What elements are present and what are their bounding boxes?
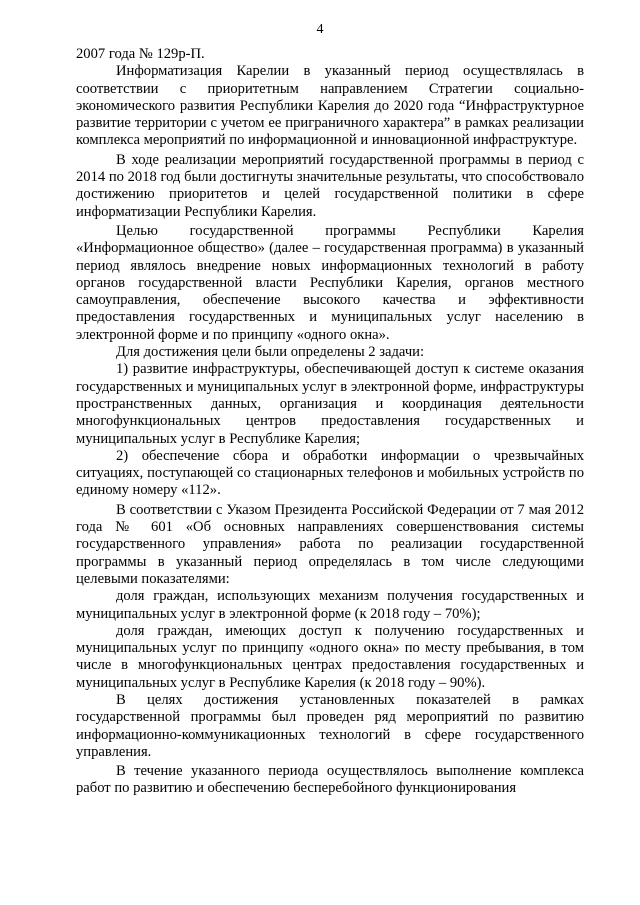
paragraph-informatization: Информатизация Карелии в указанный период осуществлялась в соответствии с приоритетным направлением Стратегии социально-экономического развития Республики Карелия до 2020 года “Инфраструктурное развитие территории с учетом ее приграничного характера” в рамках реализации комплекса мероприятий по информационной и инновационной инфраструктуре. bbox=[76, 63, 584, 149]
list-item-task-1: 1) развитие инфраструктуры, обеспечивающей доступ к системе оказания государственных и муниципальных услуг в электронной форме, инфраструктуры пространственных данных, организация и координация деятельности многофункциональных центров предоставления государственных и муниципальных услуг в Республике Карелия; bbox=[76, 361, 584, 447]
list-item-indicator-1: доля граждан, использующих механизм получения государственных и муниципальных услуг в электронной форме (к 2018 году – 70%); bbox=[76, 588, 584, 622]
paragraph-results: В ходе реализации мероприятий государственной программы в период с 2014 по 2018 год были достигнуты значительные результаты, что способствовало достижению приоритетов и целей государственной политики в сфере информатизации Республики Карелия. bbox=[76, 151, 584, 220]
paragraph-ict-measures: В целях достижения установленных показателей в рамках государственной программы был проведен ряд мероприятий по развитию информационно-коммуникационных технологий в сфере государственного управления. bbox=[76, 691, 584, 760]
paragraph-program-goal: Целью государственной программы Республики Карелия «Информационное общество» (далее – государственная программа) в указанный период являлось внедрение новых информационных технологий в работу органов государственной власти Республики Карелия, органов местного самоуправления, обеспечение высокого качества и эффективности предоставления государственных и муниципальных услуг населению в электронной форме и по принципу «одного окна». bbox=[76, 222, 584, 343]
paragraph-presidential-decree: В соответствии с Указом Президента Российской Федерации от 7 мая 2012 года № 601 «Об основных направлениях совершенствования системы государственного управления» работа по реализации государственной программы в указанный период определялась в том числе следующими целевыми показателями: bbox=[76, 501, 584, 587]
list-item-task-2: 2) обеспечение сбора и обработки информации о чрезвычайных ситуациях, поступающей со стационарных телефонов и мобильных устройств по единому номеру «112». bbox=[76, 447, 584, 499]
page-number: 4 bbox=[316, 22, 324, 37]
document-body bbox=[76, 46, 584, 798]
list-item-indicator-2: доля граждан, имеющих доступ к получению государственных и муниципальных услуг по принципу «одного окна» по месту пребывания, в том числе в многофункциональных центрах предоставления государственных и муниципальных услуг в Республике Карелия (к 2018 году – 90%). bbox=[76, 622, 584, 691]
paragraph-works-complex: В течение указанного периода осуществлялось выполнение комплекса работ по развитию и обеспечению бесперебойного функционирования bbox=[76, 763, 584, 797]
paragraph-tasks-intro: Для достижения цели были определены 2 задачи: bbox=[116, 344, 425, 361]
paragraph-continuation: 2007 года № 129р-П. bbox=[76, 46, 205, 62]
